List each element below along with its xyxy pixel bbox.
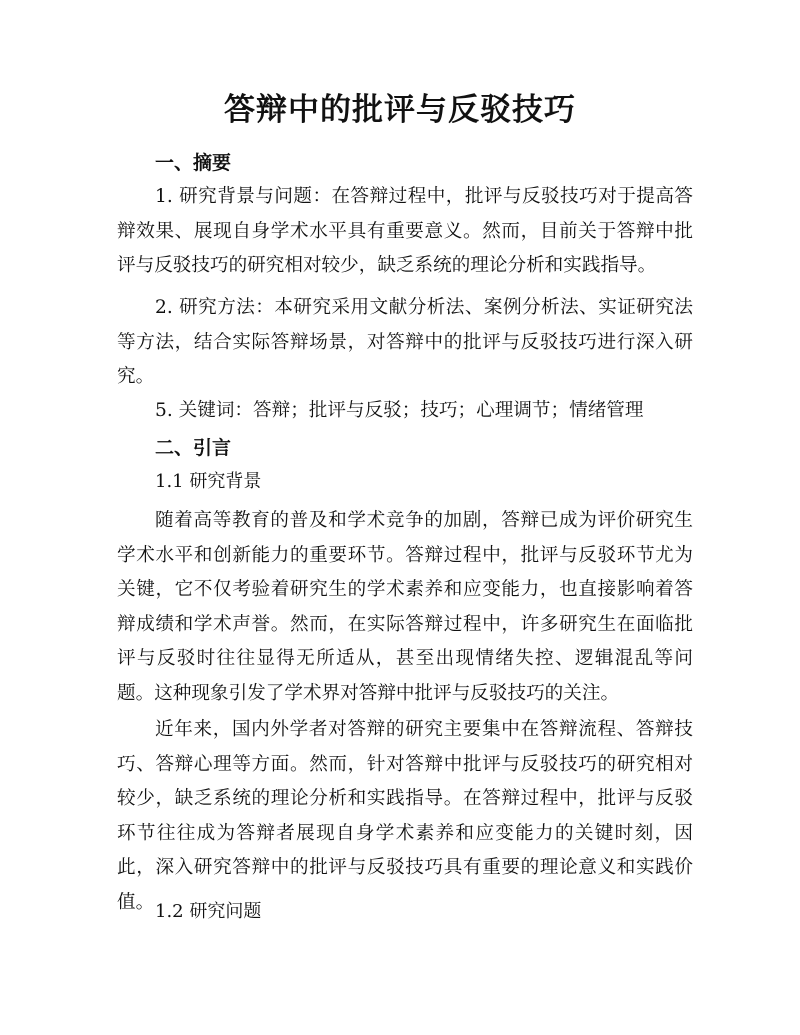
abstract-item-methods: 2. 研究方法：本研究采用文献分析法、案例分析法、实证研究法等方法，结合实际答辩场景，对答辩中的批评与反驳技巧进行深入研究。 bbox=[117, 297, 693, 387]
abstract-item-background: 1. 研究背景与问题：在答辩过程中，批评与反驳技巧对于提高答辩效果、展现自身学术水平具有重要意义。然而，目前关于答辩中批评与反驳技巧的研究相对较少，缺乏系统的理论分析和实践指导。 bbox=[117, 186, 693, 276]
introduction-paragraph-1: 随着高等教育的普及和学术竞争的加剧，答辩已成为评价研究生学术水平和创新能力的重要环节。答辩过程中，批评与反驳环节尤为关键，它不仅考验着研究生的学术素养和应变能力，也直接影响着答辩成绩和学术声誉。然而，在实际答辩过程中，许多研究生在面临批评与反驳时往往显得无所适从，甚至出现情绪失控、逻辑混乱等问题。这种现象引发了学术界对答辩中批评与反驳技巧的关注。 bbox=[117, 510, 693, 704]
section-heading-introduction: 二、引言 bbox=[155, 437, 232, 459]
section-heading-abstract: 一、摘要 bbox=[155, 152, 232, 174]
abstract-item-keywords: 5. 关键词：答辩；批评与反驳；技巧；心理调节；情绪管理 bbox=[155, 400, 644, 421]
introduction-paragraph-2: 近年来，国内外学者对答辩的研究主要集中在答辩流程、答辩技巧、答辩心理等方面。然而，针对答辩中批评与反驳技巧的研究相对较少，缺乏系统的理论分析和实践指导。在答辩过程中，批评与反驳环节往往成为答辩者展现自身学术素养和应变能力的关键时刻，因此，深入研究答辩中的批评与反驳技巧具有重要的理论意义和实践价值。 bbox=[117, 719, 693, 913]
subsection-heading-background: 1.1 研究背景 bbox=[155, 471, 262, 492]
document-title: 答辩中的批评与反驳技巧 bbox=[224, 92, 576, 128]
subsection-heading-research-question: 1.2 研究问题 bbox=[155, 901, 262, 922]
